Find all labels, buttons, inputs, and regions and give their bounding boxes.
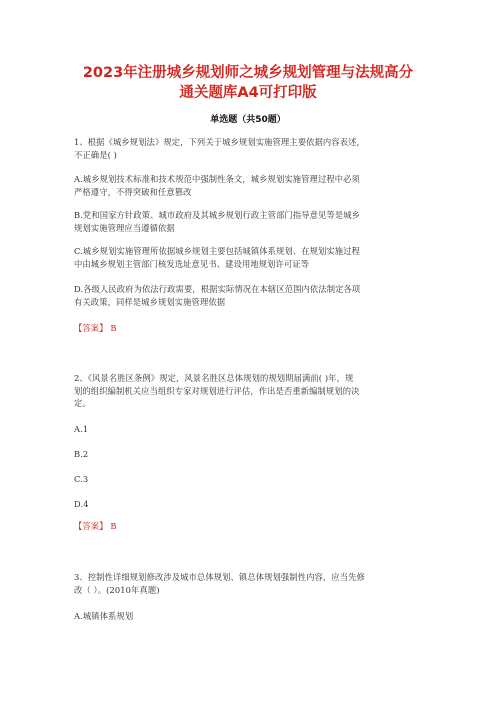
question-2-option-b: B.2 [74,449,89,459]
question-2-option-d: D.4 [74,499,89,509]
question-2-stem: 2、《风景名胜区条例》规定，风景名胜区总体规划的规划期届满前( )年，规 划的组织编制机关应当组织专家对规划进行评估，作出是否重新编制规划的决 定。 [74,373,360,408]
title-line-2: 通关题库A4可打印版 [179,85,317,101]
question-3-stem: 3、控制性详细规划修改涉及城市总体规划、镇总体规划强制性内容，应当先修 改（ ）。(2010年真题) [74,572,365,595]
question-2-answer: 【答案】 B [74,521,117,531]
title-line-1: 2023年注册城乡规划师之城乡规划管理与法规高分 [82,65,414,81]
question-3-option-a: A.城镇体系规划 [74,611,134,621]
document-title [40,63,456,103]
question-1-option-c: C.城乡规划实施管理所依据城乡规划主要包括城镇体系规划、在规划实施过程 中由城乡规划主管部门核发选址意见书、建设用地规划许可证等 [74,246,360,269]
question-1-answer: 【答案】 B [74,323,117,333]
question-2-option-a: A.1 [74,424,89,434]
section-heading: 单选题（共50题） [210,115,286,125]
question-1-option-b: B.党和国家方针政策、城市政府及其城乡规划行政主管部门指导意见等是城乡 规划实施管理应当遵循依据 [74,210,361,233]
question-2-option-c: C.3 [74,474,89,484]
question-1-option-a: A.城乡规划技术标准和技术规范中强制性条文，城乡规划实施管理过程中必须 严格遵守，不得突破和任意篡改 [74,174,360,197]
question-1-stem: 1、根据《城乡规划法》规定，下列关于城乡规划实施管理主要依据内容表述， 不正确是( ) [74,137,365,160]
question-1-option-d: D.各级人民政府为依法行政需要，根据实际情况在本辖区范围内依法制定各项 有关政策，同样是城乡规划实施管理依据 [74,284,361,307]
